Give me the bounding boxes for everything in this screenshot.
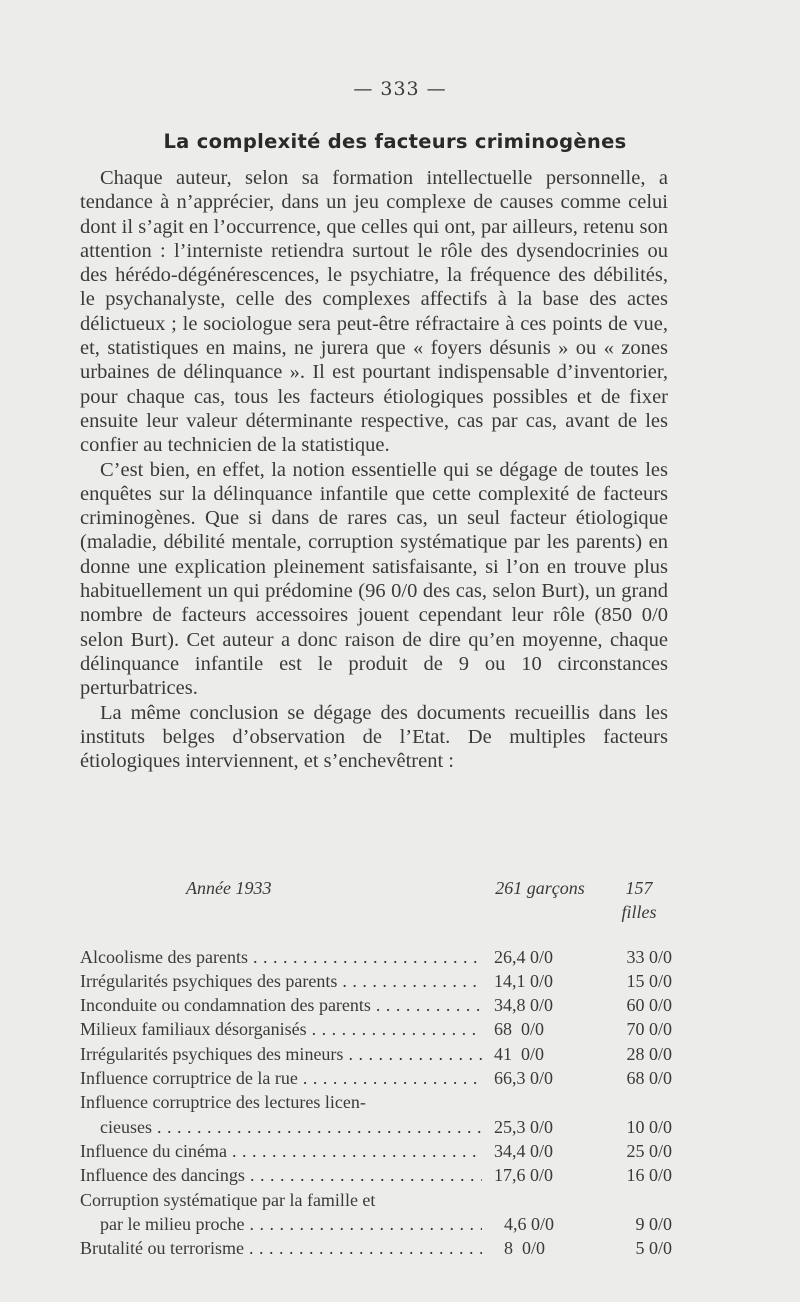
row-boys-value: 41 0/0 — [494, 1043, 545, 1064]
table-row — [80, 993, 672, 1017]
table-row — [80, 1066, 672, 1090]
row-boys-value: 34,4 0/0 — [494, 1140, 554, 1161]
row-label: Brutalité ou terrorisme . . . — [80, 1238, 482, 1258]
section-title: La complexité des facteurs criminogènes — [163, 130, 627, 153]
row-girls-value: 28 0/0 — [626, 1043, 672, 1064]
row-boys-value: 25,3 0/0 — [494, 1116, 554, 1137]
row-girls-value: 68 0/0 — [626, 1068, 672, 1089]
row-label-line-2: cieuses . . . — [100, 1117, 482, 1137]
row-label: Influence corruptrice de la rue . . . — [80, 1068, 482, 1088]
row-label: Inconduite ou condamnation des parents . . . — [80, 995, 482, 1015]
row-boys-value: 8 0/0 — [504, 1238, 546, 1259]
row-label: Irrégularités psychiques des parents . . . — [80, 971, 482, 991]
row-girls-value: 70 0/0 — [626, 1019, 672, 1040]
row-girls-value: 15 0/0 — [626, 970, 672, 991]
row-label-line-1: Corruption systématique par la famille et — [80, 1189, 376, 1210]
table-header — [80, 876, 672, 925]
row-boys-value: 34,8 0/0 — [494, 995, 554, 1016]
row-boys-value: 14,1 0/0 — [494, 970, 554, 991]
row-girls-value: 25 0/0 — [626, 1140, 672, 1161]
paragraph-3: La même conclusion se dégage des documents recueillis dans les instituts belges d’observation de l’Etat. De multiples facteurs étiologiques interviennent, et s’enchevêtrent : — [80, 701, 668, 773]
table-row — [80, 945, 672, 969]
table-row — [80, 969, 672, 993]
header-boys: 261 garçons — [495, 878, 585, 898]
row-girls-value: 16 0/0 — [626, 1165, 672, 1186]
row-girls-value: 10 0/0 — [626, 1116, 672, 1137]
body-text — [80, 166, 668, 773]
row-boys-value: 4,6 0/0 — [504, 1213, 555, 1234]
statistics-table — [80, 876, 672, 1260]
row-label: Irrégularités psychiques des mineurs . . . — [80, 1044, 482, 1064]
row-label-line-2: par le milieu proche . . . — [100, 1214, 482, 1234]
row-girls-value: 5 0/0 — [635, 1238, 672, 1259]
table-row — [80, 1188, 672, 1237]
row-boys-value: 26,4 0/0 — [494, 946, 554, 967]
table-row — [80, 1042, 672, 1066]
table-row — [80, 1163, 672, 1187]
header-girls: 157 filles — [621, 878, 657, 923]
paragraph-2: C’est bien, en effet, la notion essentielle qui se dégage de toutes les enquêtes sur la délinquance infantile que cette complexité de facteurs criminogènes. Que si dans de rares cas, un seul facteur étiologique (maladie, débilité mentale, corruption systématique par les parents) en donne une explication pleinement satisfaisante, si l’on en trouve plus habituellement un qui prédomine (96 0/0 des cas, selon Burt), un grand nombre de facteurs accessoires jouent cependant leur rôle (850 0/0 selon Burt). Cet auteur a donc raison de dire qu’en moyenne, chaque délinquance infantile est le produit de 9 ou 10 circonstances perturbatrices. — [80, 458, 668, 700]
row-label: Influence des dancings . . . — [80, 1165, 482, 1185]
row-girls-value: 60 0/0 — [626, 995, 672, 1016]
row-girls-value: 9 0/0 — [635, 1213, 672, 1234]
row-girls-value: 33 0/0 — [626, 946, 672, 967]
page-number: — 333 — — [353, 78, 447, 100]
row-label: Milieux familiaux désorganisés . . . — [80, 1019, 482, 1039]
row-boys-value: 17,6 0/0 — [494, 1165, 554, 1186]
header-year: Année 1933 — [186, 878, 272, 898]
row-label: Influence du cinéma . . . — [80, 1141, 482, 1161]
table-row — [80, 1236, 672, 1260]
table-row — [80, 1017, 672, 1041]
row-label-line-1: Influence corruptrice des lectures licen- — [80, 1092, 366, 1113]
row-label: Alcoolisme des parents . . . — [80, 947, 482, 967]
row-boys-value: 66,3 0/0 — [494, 1068, 554, 1089]
table-row — [80, 1139, 672, 1163]
row-boys-value: 68 0/0 — [494, 1019, 545, 1040]
paragraph-1: Chaque auteur, selon sa formation intellectuelle personnelle, a tendance à n’apprécier, dans un jeu complexe de causes comme celui dont il s’agit en l’occurrence, que celles qui ont, par ailleurs, retenu son attention : l’interniste retiendra surtout le rôle des dysendocrinies ou des hérédo-dégénérescences, le psychiatre, la fréquence des débilités, le psychanalyste, celle des complexes affectifs à la base des actes délictueux ; le sociologue sera peut-être réfractaire à ces points de vue, et, statistiques en mains, ne jurera que « foyers désunis » ou « zones urbaines de délinquance ». Il est pourtant indispensable d’inventorier, pour chaque cas, tous les facteurs étiologiques possibles et de fixer ensuite leur valeur déterminante respective, cas par cas, avant de les confier au technicien de la statistique. — [80, 167, 668, 457]
table-row — [80, 1090, 672, 1139]
